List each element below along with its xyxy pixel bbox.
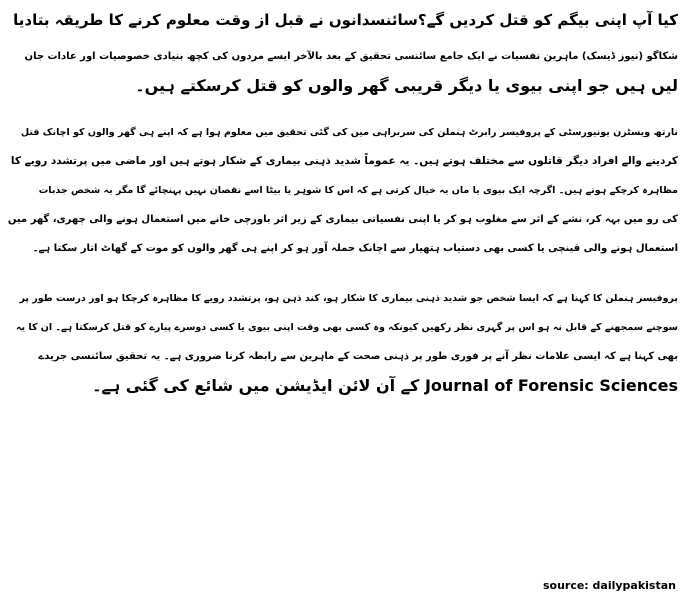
paragraph-1 [8, 42, 682, 100]
source-credit: source: dailypakistan [542, 579, 676, 592]
paragraph-line: نارتھ ویسٹرن یونیورسٹی کے پروفیسر رابرٹ ہنملن کی سربراہی میں کی گئی تحقیق میں معلوم ہوا ہے کہ اپنے ہی گھر والوں کو اچانک قتل [20, 127, 678, 138]
paragraph-line: سوچنے سمجھنے کے قابل نہ ہو اس پر گہری نظر رکھیں کیونکہ وہ کسی بھی وقت اپنی بیوی یا کسی دوسرے پیارے کو قتل کرسکتا ہے۔ ان کا یہ [15, 322, 678, 333]
paragraph-line: بھی کہنا ہے کہ ایسی علامات نظر آنے پر فوری طور پر ذہنی صحت کے ماہرین سے رابطہ کرنا ضروری ہے۔ یہ تحقیق سائنسی جریدے [38, 351, 678, 362]
headline: کیا آپ اپنی بیگم کو قتل کردیں گے؟سائنسدانوں نے قبل از وقت معلوم کرنے کا طریقہ بتادیا [13, 11, 678, 29]
paragraph-line: مظاہرہ کرچکے ہوتے ہیں۔ اگرچہ ایک بیوی یا ماں یہ خیال کرتی ہے کہ اس کا شوہر یا بیٹا اسے نقصان نہیں پہنچائے گا مگر یہ شخص جذبات [38, 185, 678, 196]
paragraph-line: پروفیسر ہنملن کا کہنا ہے کہ ایسا شخص جو شدید ذہنی بیماری کا شکار ہو، کند ذہن ہو، پرتشدد رویے کا مظاہرہ کرچکا ہو اور درست طور پر [19, 293, 678, 304]
paragraph-line: Journal of Forensic Sciences کے آن لائن ایڈیشن میں شائع کی گئی ہے۔ [92, 376, 678, 395]
paragraph-3 [8, 284, 682, 400]
paragraph-line: استعمال ہونے والی قینچی یا کسی بھی دستیاب ہتھیار سے اچانک حملہ آور ہو کر اپنے ہی گھر والوں کو موت کے گھاٹ اتار سکتا ہے۔ [32, 243, 678, 254]
paragraph-line: لیں ہیں جو اپنی بیوی یا دیگر قریبی گھر والوں کو قتل کرسکتے ہیں۔ [135, 76, 678, 95]
paragraph-2 [8, 118, 682, 263]
paragraph-line: شکاگو (نیوز ڈیسک) ماہرین نفسیات نے ایک جامع سائنسی تحقیق کے بعد بالآخر ایسے مردوں کی کچھ بنیادی خصوصیات اور عادات جان [24, 51, 678, 62]
news-article [8, 4, 682, 596]
paragraph-line: کی رو میں بہہ کر، نشے کے اثر سے مغلوب ہو کر یا اپنی نفسیاتی بیماری کے زیر اثر باورچی خانے میں استعمال ہونے والی چھری، گھر میں [8, 214, 678, 225]
paragraph-line: کردینے والے افراد دیگر قاتلوں سے مختلف ہوتے ہیں۔ یہ عموماً شدید ذہنی بیماری کے شکار ہوتے ہیں اور ماضی میں پرتشدد رویے کا [10, 155, 678, 167]
